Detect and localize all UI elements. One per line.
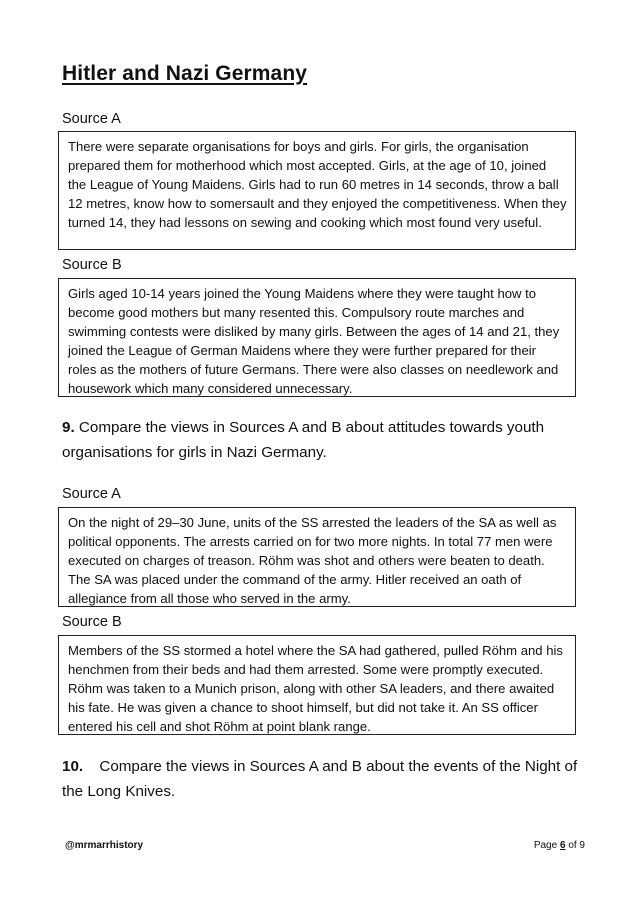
source-a-label-1: Source A — [62, 111, 121, 127]
source-b-label-2: Source B — [62, 614, 122, 630]
source-b-text-1: Girls aged 10-14 years joined the Young Maidens where they were taught how to become good mothers but many resented this. Compulsory route marches and swimming contests were disliked by many girls. Between the ages of 14 and 21, they joined the League of German Maidens where they were further prepared for their roles as the mothers of future Germans. There were also classes on needlework and housework which many considered unnecessary. — [68, 286, 560, 396]
question-number-9: 9. — [62, 419, 75, 436]
question-text-10: Compare the views in Sources A and B about the events of the Night of the Long Knives. — [62, 758, 578, 800]
source-b-text-2: Members of the SS stormed a hotel where the SA had gathered, pulled Röhm and his henchmen from their beds and had them arrested. Some were promptly executed. Röhm was taken to a Munich prison, along with other SA leaders, and there awaited his fate. He was given a chance to shoot himself, but did not take it. An SS officer entered his cell and shot Röhm at point blank range. — [68, 643, 563, 734]
question-text-9: Compare the views in Sources A and B about attitudes towards youth organisations for girls in Nazi Germany. — [62, 419, 545, 461]
source-a-box-2 — [58, 507, 576, 607]
question-number-10: 10. — [62, 758, 84, 775]
source-b-label-1: Source B — [62, 257, 122, 273]
question-10 — [62, 754, 582, 804]
footer-handle: @mrmarrhistory — [65, 840, 144, 851]
footer-page-number — [534, 840, 585, 851]
source-a-box-1 — [58, 131, 576, 250]
source-a-text-1: There were separate organisations for boys and girls. For girls, the organisation prepared them for motherhood which most accepted. Girls, at the age of 10, joined the League of Young Maidens. Girls had to run 60 metres in 14 seconds, throw a ball 12 metres, know how to somersault and they enjoyed the competitiveness. When they turned 14, they had lessons on sewing and cooking which most found very useful. — [68, 139, 567, 230]
footer-page-prefix: Page — [533, 840, 558, 851]
question-9 — [62, 415, 582, 465]
footer-page-total: of 9 — [568, 840, 585, 851]
source-a-label-2: Source A — [62, 486, 121, 502]
source-b-box-2 — [58, 635, 576, 735]
footer-page-current: 6 — [559, 840, 566, 851]
source-a-text-2: On the night of 29–30 June, units of the SS arrested the leaders of the SA as well as political opponents. The arrests carried on for two more nights. In total 77 men were executed on charges of treason. Röhm was shot and others were beaten to death. The SA was placed under the command of the army. Hitler received an oath of allegiance from all those who served in the army. — [68, 515, 557, 606]
page-title: Hitler and Nazi Germany — [62, 62, 308, 85]
source-b-box-1 — [58, 278, 576, 397]
